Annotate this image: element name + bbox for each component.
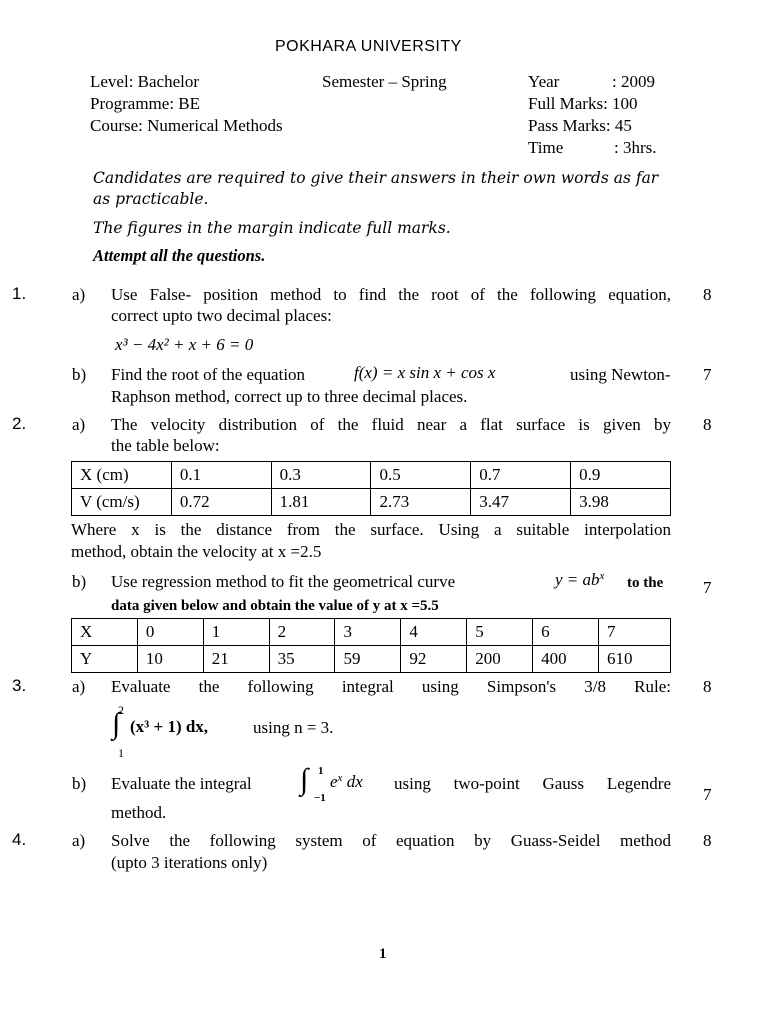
year-value: : 2009: [612, 72, 655, 91]
q1a-marks: 8: [703, 285, 712, 304]
q3a-upper-limit: 2: [118, 703, 124, 717]
time-value: : 3hrs.: [614, 138, 657, 157]
q3b-integrand-exponent: x: [337, 772, 343, 784]
q3b-marks: 7: [703, 785, 712, 804]
velocity-table: [71, 461, 671, 516]
q2a-line-2: the table below:: [111, 436, 220, 455]
q4a-marks: 8: [703, 831, 712, 850]
q2b-marks: 7: [703, 578, 712, 597]
table-cell: 0.9: [571, 462, 671, 489]
q2b-suffix: to the: [627, 575, 664, 591]
instruction-line-2: The figures in the margin indicate full marks.: [93, 219, 451, 237]
q1b-label: b): [72, 365, 87, 384]
q3a-integrand: (x³ + 1) dx,: [130, 717, 209, 736]
q1b-marks: 7: [703, 365, 712, 384]
page-number: 1: [379, 946, 387, 962]
q2b-line-2: data given below and obtain the value of y at x =5.5: [111, 598, 439, 614]
table-cell: 1.81: [271, 489, 371, 516]
q3b-suffix: using two-point Gauss Legendre: [394, 774, 671, 793]
table-cell: X: [72, 619, 138, 646]
table-cell: 0.7: [471, 462, 571, 489]
q4a-label: a): [72, 831, 86, 850]
table-cell: 21: [203, 646, 269, 673]
question-number-4: 4.: [12, 830, 27, 849]
table-cell: 1: [203, 619, 269, 646]
q2a-label: a): [72, 415, 86, 434]
table-cell: 7: [599, 619, 671, 646]
q1a-line-2: correct upto two decimal places:: [111, 306, 332, 325]
table-row: [72, 619, 671, 646]
q3b-line-2: method.: [111, 803, 167, 822]
q1b-line-2: Raphson method, correct up to three decimal places.: [111, 387, 468, 406]
q1a-label: a): [72, 285, 86, 304]
q3a-line-1: Evaluate the following integral using Simpson's 3/8 Rule:: [111, 677, 671, 696]
question-number-1: 1.: [12, 284, 27, 303]
table-cell: 35: [269, 646, 335, 673]
q3a-lower-limit: 1: [118, 746, 124, 760]
q1b-prefix: Find the root of the equation: [111, 365, 306, 384]
q1a-equation: x³ − 4x² + x + 6 = 0: [115, 335, 254, 354]
table-row: [72, 646, 671, 673]
q2b-equation: [555, 570, 604, 590]
table-cell: 200: [467, 646, 533, 673]
table-cell: 10: [137, 646, 203, 673]
q3b-integral-sign: ∫: [300, 763, 309, 796]
q4a-line-1: Solve the following system of equation by Guass-Seidel method: [111, 831, 671, 850]
table-row: [72, 489, 671, 516]
q1b-suffix: using Newton-: [570, 365, 671, 384]
year-label: Year: [528, 72, 560, 91]
q3b-upper-limit: 1: [318, 765, 324, 777]
instruction-line-1: Candidates are required to give their answers in their own words as far: [93, 169, 659, 187]
table-cell: 5: [467, 619, 533, 646]
table-cell: Y: [72, 646, 138, 673]
table-cell: 0.1: [171, 462, 271, 489]
table-cell: 0.3: [271, 462, 371, 489]
table-cell: 6: [533, 619, 599, 646]
table-cell: 92: [401, 646, 467, 673]
q2a-after-line-2: method, obtain the velocity at x =2.5: [71, 542, 322, 561]
table-cell: 0.72: [171, 489, 271, 516]
full-marks-text: Full Marks: 100: [528, 94, 638, 113]
table-cell: 3.47: [471, 489, 571, 516]
table-cell: 610: [599, 646, 671, 673]
table-row: [72, 462, 671, 489]
question-number-3: 3.: [12, 676, 27, 695]
q1b-equation: f(x) = x sin x + cos x: [354, 363, 496, 382]
q2b-equation-exponent: x: [599, 570, 605, 582]
q3a-marks: 8: [703, 677, 712, 696]
q2b-equation-base: y = ab: [555, 570, 600, 589]
q3b-integrand: [330, 772, 363, 792]
q3b-integrand-base: e: [330, 772, 338, 791]
table-cell: 2.73: [371, 489, 471, 516]
table-cell: 2: [269, 619, 335, 646]
table-cell: 0.5: [371, 462, 471, 489]
q3b-dx: dx: [346, 772, 363, 791]
time-label: Time: [528, 138, 564, 157]
semester-text: Semester – Spring: [322, 72, 447, 91]
q3b-prefix: Evaluate the integral: [111, 774, 252, 793]
q2a-marks: 8: [703, 415, 712, 434]
q3b-label: b): [72, 774, 87, 793]
q3a-label: a): [72, 677, 86, 696]
level-text: Level: Bachelor: [90, 72, 200, 91]
regression-table: [71, 618, 671, 673]
programme-text: Programme: BE: [90, 94, 201, 113]
table-cell: V (cm/s): [72, 489, 172, 516]
q3a-note: using n = 3.: [253, 718, 334, 737]
instruction-line-1b: as practicable.: [93, 190, 209, 208]
pass-marks-text: Pass Marks: 45: [528, 116, 632, 135]
q2a-line-1: The velocity distribution of the fluid near a flat surface is given by: [111, 415, 671, 434]
question-number-2: 2.: [12, 414, 27, 433]
q2b-label: b): [72, 572, 87, 591]
table-cell: 4: [401, 619, 467, 646]
q1a-line-1: Use False- position method to find the root of the following equation,: [111, 285, 671, 304]
table-cell: 3: [335, 619, 401, 646]
table-cell: 0: [137, 619, 203, 646]
table-cell: 59: [335, 646, 401, 673]
q4a-line-2: (upto 3 iterations only): [111, 853, 268, 872]
q3a-integral-sign: ∫: [112, 707, 121, 740]
university-title: POKHARA UNIVERSITY: [275, 38, 462, 55]
table-cell: 400: [533, 646, 599, 673]
table-cell: 3.98: [571, 489, 671, 516]
q2a-after-line-1: Where x is the distance from the surface. Using a suitable interpolation: [71, 520, 671, 539]
q3b-lower-limit: −1: [314, 792, 326, 804]
table-cell: X (cm): [72, 462, 172, 489]
course-text: Course: Numerical Methods: [90, 116, 283, 135]
q2b-prefix: Use regression method to fit the geometrical curve: [111, 572, 456, 591]
instruction-line-3: Attempt all the questions.: [93, 246, 266, 265]
